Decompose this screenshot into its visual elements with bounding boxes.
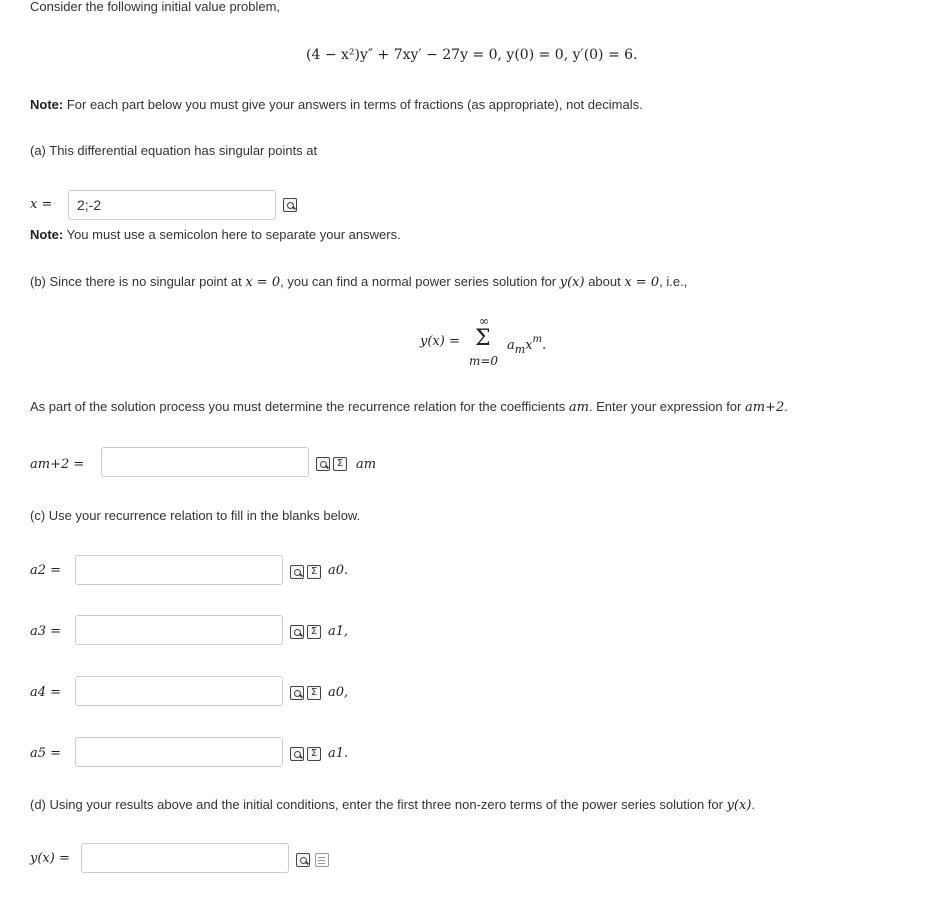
series-sigma-bottom: m=0 [469,354,499,368]
y-solution-input[interactable] [81,843,289,873]
a2-suffix: a0. [328,563,349,578]
intro-text: Consider the following initial value problem, [30,0,281,14]
part-b-text-1: (b) Since there is no singular point at [30,274,246,289]
recurrence-a-m: am [568,400,589,415]
part-d-y-of-x: y(x) [726,798,752,813]
part-b-text-3: about [584,274,625,289]
equation-editor-icon[interactable]: Σ [307,625,321,639]
part-d-text [30,797,755,813]
note-fractions-text: For each part below you must give your answers in terms of fractions (as appropriate), not decimals. [63,97,643,112]
series-term-a: a [507,338,515,353]
part-b-text-4: , i.e., [659,274,688,289]
preview-icon[interactable] [290,686,304,700]
equation-editor-icon[interactable]: Σ [307,565,321,579]
series-term-sub: m [514,343,526,356]
series-term-sup: m [532,334,543,345]
preview-icon[interactable] [296,853,310,867]
part-b-x-eq-0-2: x = 0 [624,275,660,290]
part-a-note-bold: Note: [30,227,64,242]
a4-input[interactable] [75,676,283,706]
a2-label: a2 = [30,563,62,578]
y-solution-label: y(x) = [30,851,70,866]
a4-label: a4 = [30,685,62,700]
part-a-var-label: x = [30,197,53,212]
a3-suffix: a1, [328,624,349,639]
recurrence-text-3: . [784,399,788,414]
equation-editor-icon[interactable]: Σ [307,686,321,700]
recurrence-text-2: . Enter your expression for [588,399,745,414]
a5-suffix: a1. [328,746,349,761]
part-b-y-of-x: y(x) [559,275,585,290]
series-term-end: . [542,338,547,353]
recurrence-text-1: As part of the solution process you must determine the recurrence relation for the coefficients [30,399,569,414]
preview-icon[interactable] [290,565,304,579]
a5-label: a5 = [30,746,62,761]
a2-input[interactable] [75,555,283,585]
part-b-x-eq-0: x = 0 [245,275,281,290]
note-fractions-bold: Note: [30,97,64,112]
singular-points-input[interactable]: 2;-2 [68,190,276,220]
series-term-x: x [525,338,533,353]
preview-icon[interactable] [290,625,304,639]
a4-suffix: a0, [328,685,349,700]
equation-editor-icon[interactable]: Σ [307,747,321,761]
recurrence-input-suffix: am [356,457,377,472]
series-sigma: Σ [475,326,491,351]
series-sigma-top: ∞ [479,314,489,328]
part-a-note [30,227,401,242]
equation-editor-icon[interactable]: Σ [333,457,347,471]
part-a-note-text: You must use a semicolon here to separate your answers. [63,227,401,242]
recurrence-input[interactable] [101,447,309,477]
main-equation: (4 − x²)y″ + 7xy′ − 27y = 0, y(0) = 0, y′(0) = 6. [306,47,638,63]
note-fractions [30,97,643,112]
a3-input[interactable] [75,615,283,645]
recurrence-a-m-plus-2: am+2 [744,400,785,415]
part-d-text-1: (d) Using your results above and the initial conditions, enter the first three non-zero terms of the power series solution for [30,797,727,812]
part-b-text [30,274,687,290]
part-c-text: (c) Use your recurrence relation to fill in the blanks below. [30,508,361,523]
preview-icon[interactable] [283,198,297,212]
part-a-text: (a) This differential equation has singular points at [30,143,318,158]
part-b-text-2: , you can find a normal power series solution for [280,274,560,289]
a5-input[interactable] [75,737,283,767]
recurrence-text [30,399,788,415]
help-icon[interactable] [315,853,329,867]
part-d-text-2: . [751,797,756,812]
preview-icon[interactable] [316,457,330,471]
recurrence-input-label: am+2 = [30,457,85,472]
series-term [507,334,546,356]
series-lhs: y(x) = [420,334,460,349]
a3-label: a3 = [30,624,62,639]
preview-icon[interactable] [290,747,304,761]
